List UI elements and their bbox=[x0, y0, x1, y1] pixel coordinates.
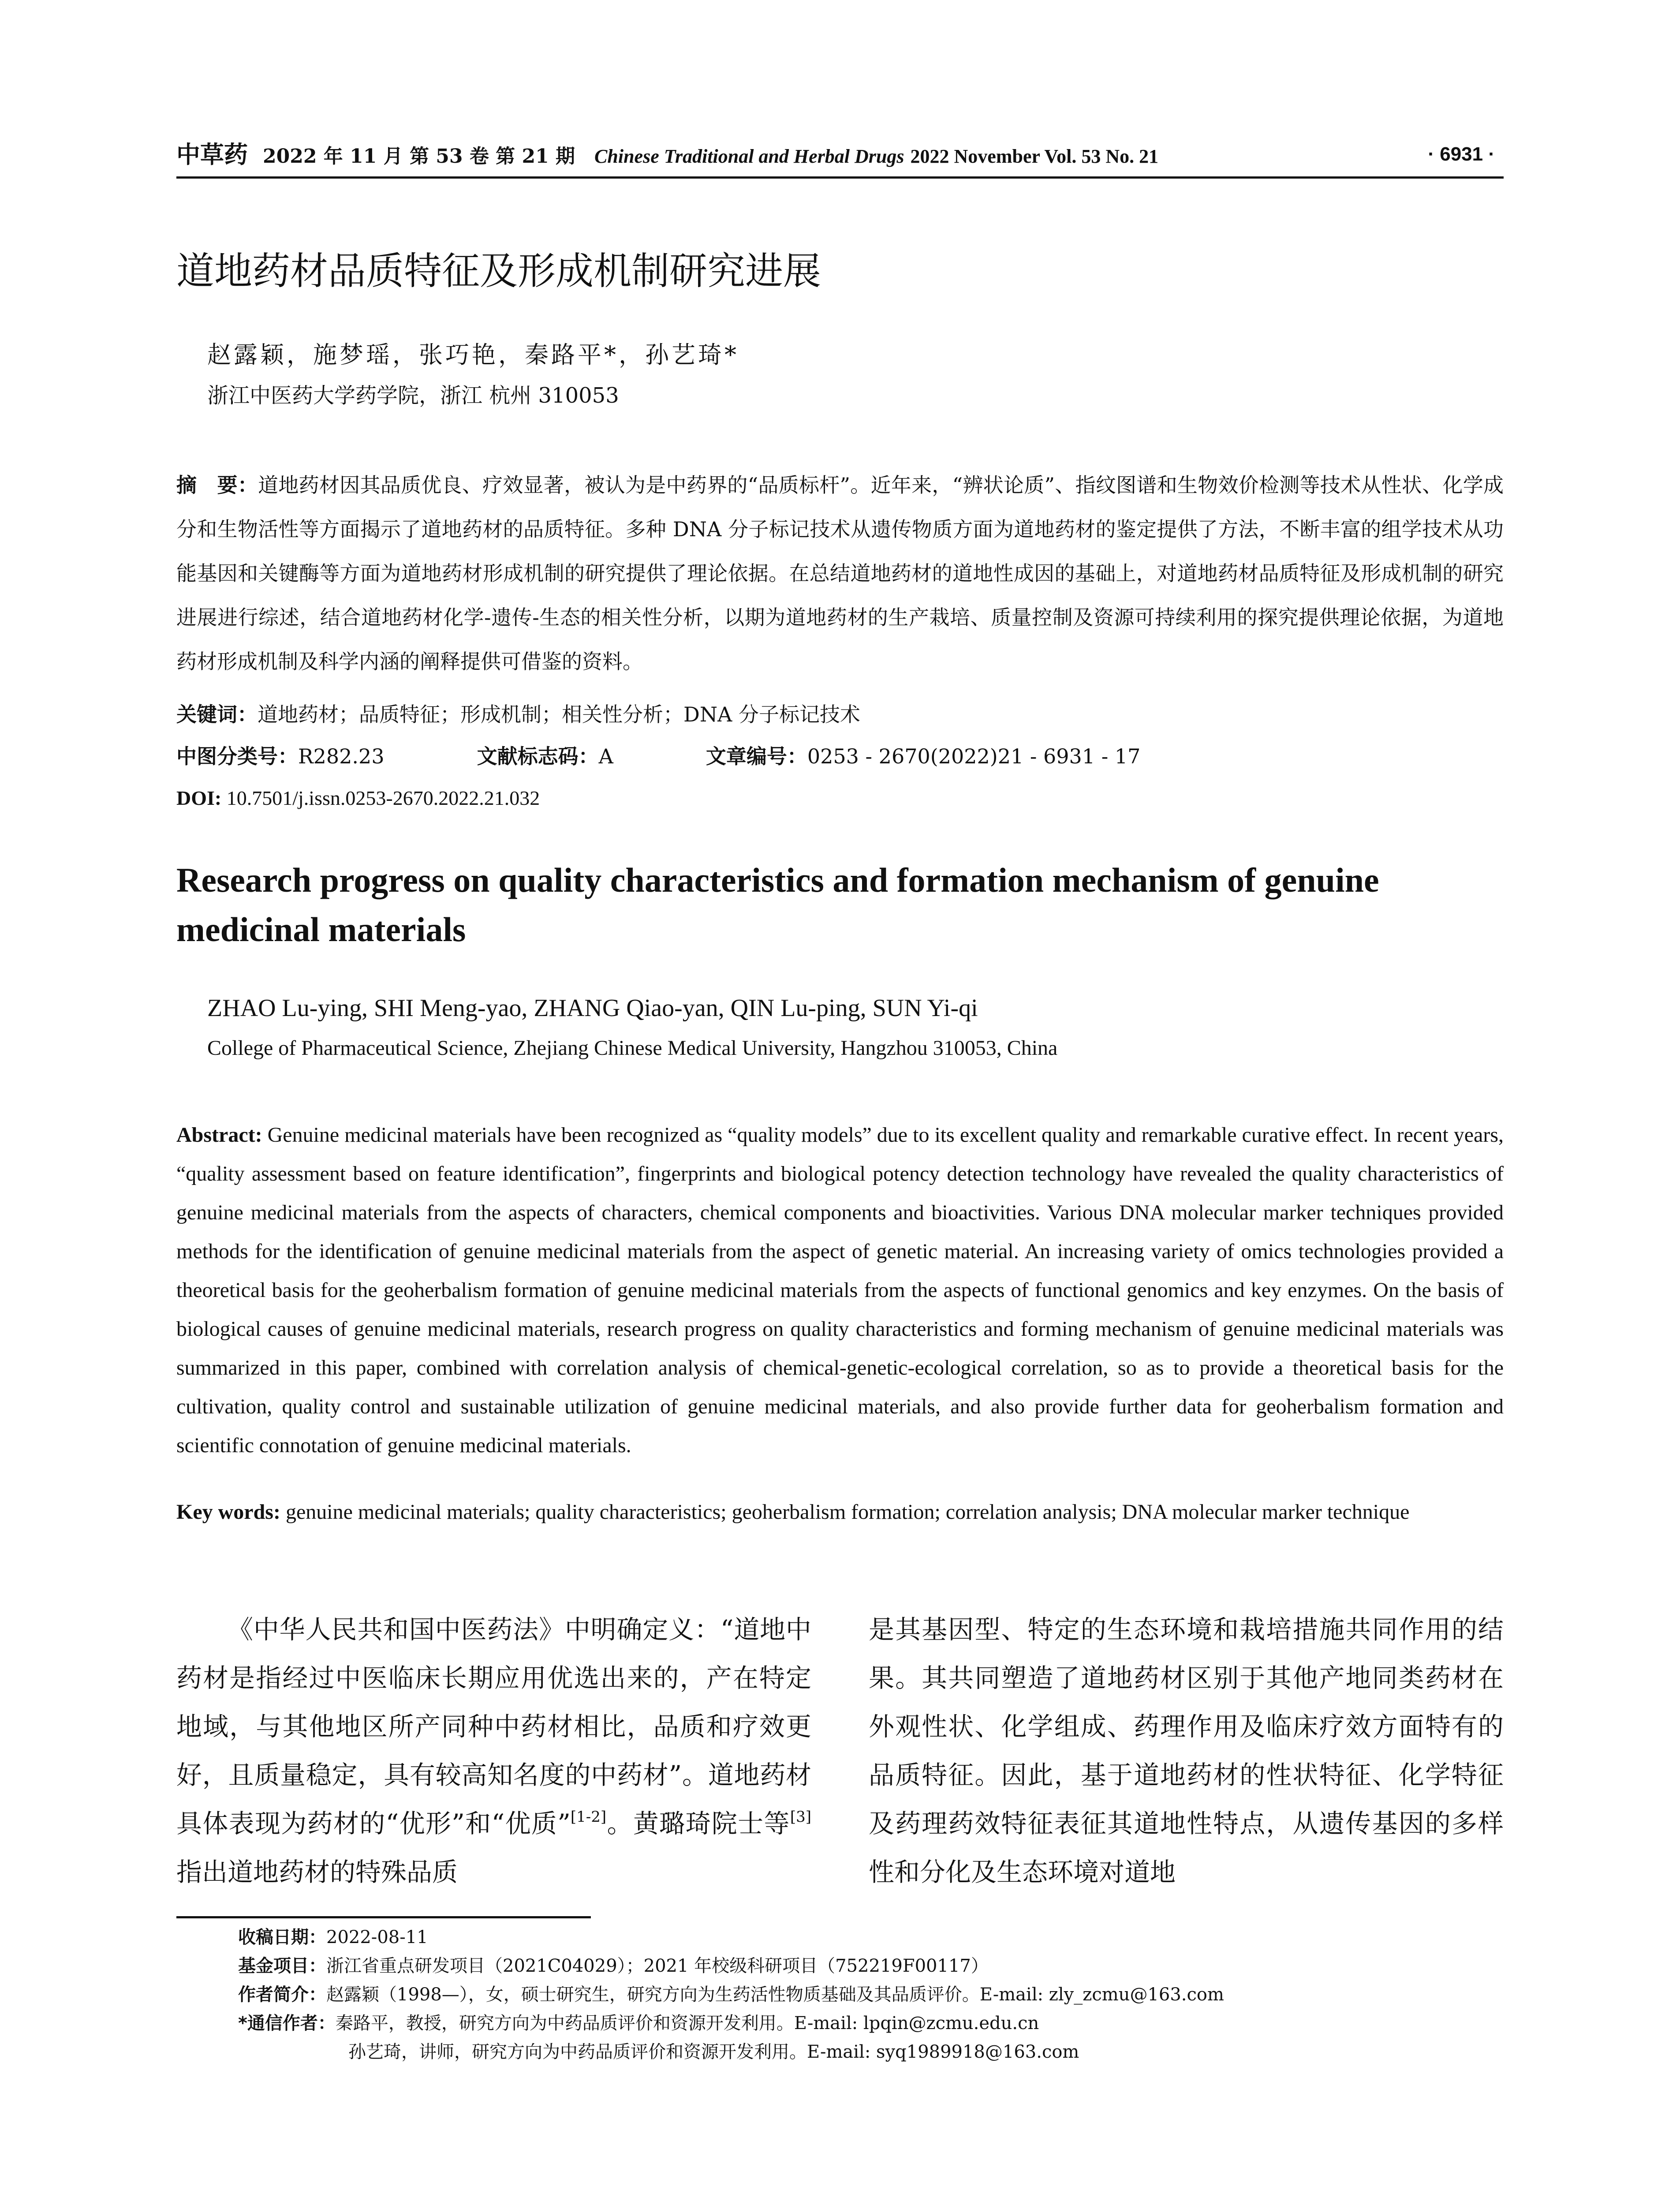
authors-cn: 赵露颖，施梦瑶，张巧艳，秦路平*，孙艺琦* bbox=[207, 341, 739, 369]
keywords-cn-label: 关键词： bbox=[176, 703, 258, 726]
keywords-en-label: Key words: bbox=[176, 1500, 280, 1524]
authors-en: ZHAO Lu-ying, SHI Meng-yao, ZHANG Qiao-yan, QIN Lu-ping, SUN Yi-qi bbox=[207, 994, 978, 1022]
corr-label: *通信作者： bbox=[238, 2013, 336, 2033]
article-title-en: Research progress on quality characteristics and formation mechanism of genuine medicinal materials bbox=[176, 861, 1379, 949]
footnote-author-bio bbox=[238, 1980, 1224, 2009]
citation-1-2[interactable]: [1-2] bbox=[570, 1808, 607, 1826]
journal-title-en: Chinese Traditional and Herbal Drugs bbox=[594, 146, 904, 167]
footnote-corresponding-2: 孙艺琦，讲师，研究方向为中药品质评价和资源开发利用。E-mail: syq1989918@163.com bbox=[348, 2042, 1079, 2062]
doc-code-label: 文献标志码： bbox=[477, 744, 599, 768]
article-no-label: 文章编号： bbox=[706, 744, 807, 768]
body-column-left bbox=[176, 1605, 811, 1896]
fund-value: 浙江省重点研发项目（2021C04029）；2021 年校级科研项目（752219F00117） bbox=[326, 1956, 989, 1976]
doc-code-value: A bbox=[598, 744, 613, 768]
article-no-value: 0253 - 2670(2022)21 - 6931 - 17 bbox=[807, 744, 1141, 768]
keywords-en bbox=[176, 1493, 1504, 1532]
page-number: · 6931 · bbox=[1428, 143, 1495, 165]
body-left-text-1: 《中华人民共和国中医药法》中明确定义：“道地中药材是指经过中医临床长期应用优选出来的，产在特定地域，与其他地区所产同种中药材相比，品质和疗效更好，且质量稳定，具有较高知名度的中药材”。道地药材具体表现为药材的“优形”和“优质” bbox=[176, 1615, 811, 1839]
abstract-en-label: Abstract: bbox=[176, 1123, 262, 1147]
journal-issue-cn: 2022 年 11 月 第 53 卷 第 21 期 bbox=[263, 145, 575, 168]
citation-3[interactable]: [3] bbox=[790, 1808, 811, 1826]
article-title-cn: 道地药材品质特征及形成机制研究进展 bbox=[176, 249, 821, 293]
received-value: 2022-08-11 bbox=[326, 1927, 428, 1947]
keywords-cn-text: 道地药材；品质特征；形成机制；相关性分析；DNA 分子标记技术 bbox=[258, 703, 860, 726]
clc-value: R282.23 bbox=[298, 744, 385, 768]
clc-label: 中图分类号： bbox=[176, 744, 298, 768]
running-head bbox=[176, 141, 1504, 179]
bio-label: 作者简介： bbox=[238, 1984, 326, 2005]
abstract-cn bbox=[176, 463, 1504, 684]
doi-label: DOI: bbox=[176, 787, 222, 809]
keywords-en-text: genuine medicinal materials; quality characteristics; geoherbalism formation; correlation analysis; DNA molecular marker technique bbox=[285, 1500, 1410, 1524]
journal-issue-en: 2022 November Vol. 53 No. 21 bbox=[910, 146, 1159, 167]
abstract-cn-text: 道地药材因其品质优良、疗效显著，被认为是中药界的“品质标杆”。近年来，“辨状论质”、指纹图谱和生物效价检测等技术从性状、化学成分和生物活性等方面揭示了道地药材的品质特征。多种 DNA 分子标记技术从遗传物质方面为道地药材的鉴定提供了方法，不断丰富的组学技术从功能基因和关键酶等方面为道地药材形成机制的研究提供了理论依据。在总结道地药材的道地性成因的基础上，对道地药材品质特征及形成机制的研究进展进行综述，结合道地药材化学-遗传-生态的相关性分析，以期为道地药材的生产栽培、质量控制及资源可持续利用的探究提供理论依据，为道地药材形成机制及科学内涵的阐释提供可借鉴的资料。 bbox=[176, 473, 1504, 673]
affiliation-en: College of Pharmaceutical Science, Zhejiang Chinese Medical University, Hangzhou 310053, China bbox=[207, 1036, 1058, 1060]
body-left-text-2: 。黄璐琦院士等 bbox=[606, 1809, 790, 1839]
abstract-cn-label: 摘 要： bbox=[176, 473, 258, 497]
affiliation-cn: 浙江中医药大学药学院，浙江 杭州 310053 bbox=[207, 383, 619, 408]
received-label: 收稿日期： bbox=[238, 1927, 326, 1947]
bio-value: 赵露颖（1998—），女，硕士研究生，研究方向为生药活性物质基础及其品质评价。E-mail: zly_zcmu@163.com bbox=[326, 1984, 1224, 2005]
keywords-cn bbox=[176, 699, 860, 730]
footnote-received bbox=[238, 1923, 428, 1952]
doi-line bbox=[176, 783, 540, 814]
body-column-right: 是其基因型、特定的生态环境和栽培措施共同作用的结果。其共同塑造了道地药材区别于其他产地同类药材在外观性状、化学组成、药理作用及临床疗效方面特有的品质特征。因此，基于道地药材的性状特征、化学特征及药理药效特征表征其道地性特点，从遗传基因的多样性和分化及生态环境对道地 bbox=[869, 1615, 1504, 1887]
corr-value-1: 秦路平，教授，研究方向为中药品质评价和资源开发利用。E-mail: lpqin@zcmu.edu.cn bbox=[335, 2013, 1039, 2033]
doi-value[interactable]: 10.7501/j.issn.0253-2670.2022.21.032 bbox=[226, 787, 540, 809]
journal-logo: 中草药 bbox=[176, 140, 248, 168]
body-left-text-3: 指出道地药材的特殊品质 bbox=[176, 1857, 458, 1887]
abstract-en-text: Genuine medicinal materials have been recognized as “quality models” due to its excellent quality and remarkable curative effect. In recent years, “quality assessment based on feature identification”, fingerprints and biological potency detection technology have revealed the quality characteristics of genuine medicinal materials from the aspects of characters, chemical components and bioactivities. Various DNA molecular marker techniques provided methods for the identification of genuine medicinal materials from the aspect of genetic material. An increasing variety of omics technologies provided a theoretical basis for the geoherbalism formation of genuine medicinal materials from the aspects of functional genomics and key enzymes. On the basis of biological causes of genuine medicinal materials, research progress on quality characteristics and forming mechanism of genuine medicinal materials was summarized in this paper, combined with correlation analysis of chemical-genetic-ecological correlation, so as to provide a theoretical basis for the cultivation, quality control and sustainable utilization of genuine medicinal materials, and also provide further data for geoherbalism formation and scientific connotation of genuine medicinal materials. bbox=[176, 1123, 1504, 1457]
fund-label: 基金项目： bbox=[238, 1956, 326, 1976]
footnote-fund bbox=[238, 1951, 989, 1981]
footnote-divider bbox=[176, 1916, 591, 1918]
footnote-corresponding bbox=[238, 2009, 1039, 2038]
classification-line bbox=[176, 741, 1504, 772]
abstract-en bbox=[176, 1116, 1504, 1465]
